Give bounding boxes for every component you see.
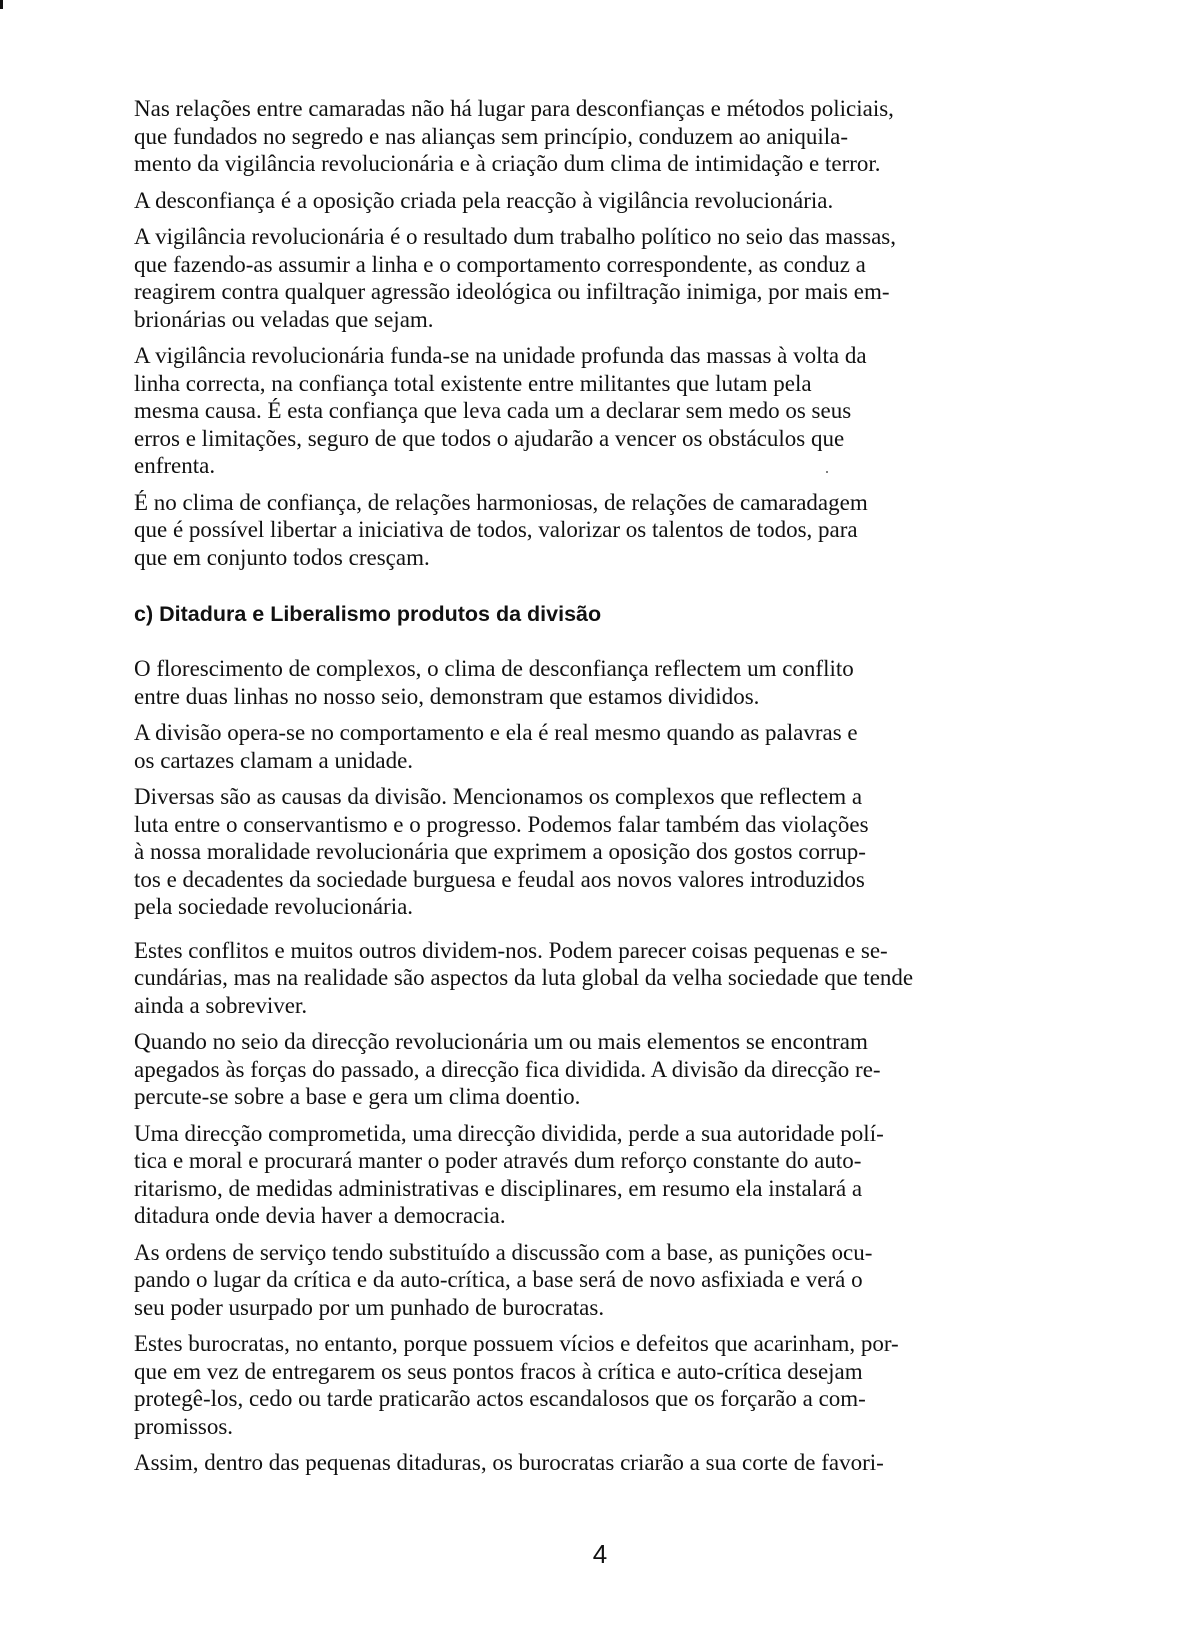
text-line: ainda a sobreviver.	[134, 992, 308, 1018]
text-line: pela sociedade revolucionária.	[134, 894, 414, 919]
paragraph	[134, 719, 1046, 774]
paragraph	[134, 223, 1046, 333]
text-line: mento da vigilância revolucionária e à criação dum clima de intimidação e terror.	[134, 151, 881, 176]
text-line: ritarismo, de medidas administrativas e disciplinares, em resumo ela instalará a	[134, 1175, 863, 1201]
text-line: A vigilância revolucionária funda-se na unidade profunda das massas à volta da	[134, 343, 867, 368]
text-line: que é possível libertar a iniciativa de todos, valorizar os talentos de todos, para	[134, 517, 858, 542]
paragraph	[134, 1239, 1046, 1322]
text-line: cundárias, mas na realidade são aspectos da luta global da velha sociedade que tende	[134, 965, 914, 990]
paragraph	[134, 1330, 1046, 1440]
text-line: que em conjunto todos cresçam.	[134, 544, 430, 570]
body-text	[134, 95, 1046, 1486]
text-line: Uma direcção comprometida, uma direcção dividida, perde a sua autoridade polí-	[134, 1120, 884, 1146]
text-line: os cartazes clamam a unidade.	[134, 747, 414, 773]
text-line: que fazendo-as assumir a linha e o comportamento correspondente, as conduz a	[134, 251, 866, 277]
text-line: erros e limitações, seguro de que todos o ajudarão a vencer os obstáculos que	[134, 425, 845, 451]
text-line: tos e decadentes da sociedade burguesa e feudal aos novos valores introduzidos	[134, 866, 865, 892]
paragraphs-before-heading	[134, 95, 1046, 571]
text-line: O florescimento de complexos, o clima de desconfiança reflectem um conflito	[134, 656, 854, 681]
text-line: à nossa moralidade revolucionária que exprimem a oposição dos gostos corrup-	[134, 839, 866, 864]
text-line: É no clima de confiança, de relações harmoniosas, de relações de camaradagem	[134, 489, 868, 515]
text-line: Estes conflitos e muitos outros dividem-nos. Podem parecer coisas pequenas e se-	[134, 937, 888, 963]
text-line: Quando no seio da direcção revolucionária um ou mais elementos se encontram	[134, 1029, 868, 1054]
paragraph	[134, 489, 1046, 572]
paragraph	[134, 937, 1046, 1020]
paragraph	[134, 783, 1046, 921]
text-line: Diversas são as causas da divisão. Mencionamos os complexos que reflectem a	[134, 784, 863, 809]
scan-edge-mark	[0, 0, 3, 9]
text-line: Assim, dentro das pequenas ditaduras, os burocratas criarão a sua corte de favori-	[134, 1450, 884, 1475]
text-line: pando o lugar da crítica e da auto-crítica, a base será de novo asfixiada e verá o	[134, 1267, 863, 1292]
text-line: promissos.	[134, 1413, 234, 1439]
text-line: mesma causa. É esta confiança que leva cada um a declarar sem medo os seus	[134, 398, 852, 423]
text-line: percute-se sobre a base e gera um clima doentio.	[134, 1084, 581, 1109]
text-line: protegê-los, cedo ou tarde praticarão actos escandalosos que os forçarão a com-	[134, 1386, 866, 1411]
text-line: linha correcta, na confiança total existente entre militantes que lutam pela	[134, 370, 812, 396]
text-line: Nas relações entre camaradas não há lugar para desconfianças e métodos policiais,	[134, 96, 894, 121]
paragraph	[134, 1120, 1046, 1230]
text-line: tica e moral e procurará manter o poder através dum reforço constante do auto-	[134, 1148, 862, 1173]
paragraph	[134, 95, 1046, 178]
paragraph	[134, 1449, 1046, 1477]
text-line: apegados às forças do passado, a direcção fica dividida. A divisão da direcção re-	[134, 1056, 881, 1082]
text-line: reagirem contra qualquer agressão ideológica ou infiltração inimiga, por mais em-	[134, 279, 890, 304]
paragraph	[134, 187, 1046, 215]
paragraph	[134, 655, 1046, 710]
text-line: ditadura onde devia haver a democracia.	[134, 1203, 506, 1228]
text-line: As ordens de serviço tendo substituído a discussão com a base, as punições ocu-	[134, 1239, 873, 1265]
text-line: que fundados no segredo e nas alianças sem princípio, conduzem ao aniquila-	[134, 123, 849, 149]
text-line: enfrenta.	[134, 453, 216, 478]
text-line: Estes burocratas, no entanto, porque possuem vícios e defeitos que acarinham, por-	[134, 1331, 899, 1356]
text-line: luta entre o conservantismo e o progresso. Podemos falar também das violações	[134, 811, 869, 837]
section-heading: c) Ditadura e Liberalismo produtos da divisão	[134, 602, 602, 626]
text-line: que em vez de entregarem os seus pontos fracos à crítica e auto-crítica desejam	[134, 1358, 863, 1384]
text-line: A desconfiança é a oposição criada pela reacção à vigilância revolucionária.	[134, 187, 834, 213]
text-line: seu poder usurpado por um punhado de burocratas.	[134, 1294, 605, 1320]
paragraph	[134, 342, 1046, 480]
text-line: A divisão opera-se no comportamento e ela é real mesmo quando as palavras e	[134, 720, 858, 745]
page-number: 4	[592, 1539, 608, 1569]
text-line: entre duas linhas no nosso seio, demonstram que estamos divididos.	[134, 683, 760, 709]
paragraph	[134, 1028, 1046, 1111]
paragraphs-after-heading	[134, 655, 1046, 1477]
text-line: A vigilância revolucionária é o resultado dum trabalho político no seio das massas,	[134, 224, 896, 249]
text-line: brionárias ou veladas que sejam.	[134, 306, 434, 332]
